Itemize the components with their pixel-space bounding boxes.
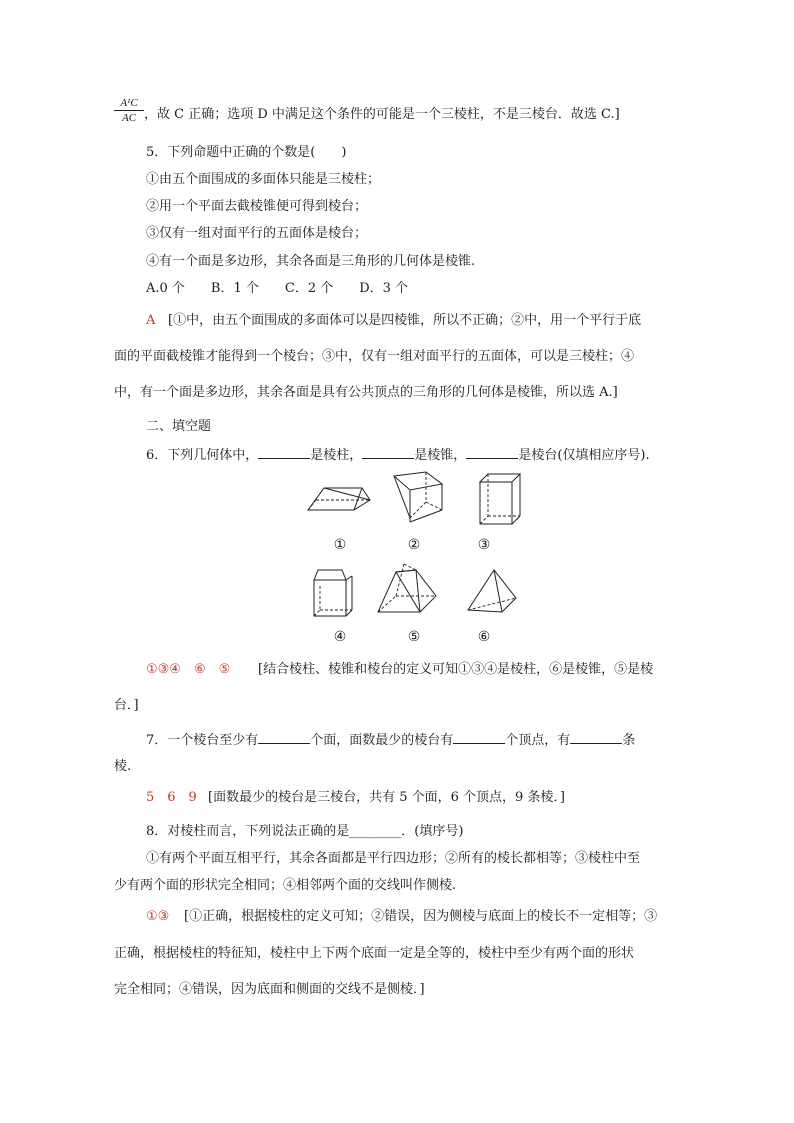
q6-answer: ①③④ ⑥ ⑤ bbox=[146, 662, 231, 677]
q5-item-3: ③仅有一组对面平行的五面体是棱台； bbox=[146, 226, 368, 241]
figure-label-3: ③ bbox=[477, 537, 491, 553]
solid-figure-2 bbox=[390, 470, 450, 530]
q8-items-1: ①有两个平面互相平行，其余各面都是平行四边形；②所有的棱长都相等；③棱柱中至 bbox=[146, 851, 641, 866]
q6-text-3: 是棱锥， bbox=[414, 448, 467, 463]
q5-answer: A bbox=[146, 313, 156, 328]
q8-items-2: 少有两个面的形状完全相同；④相邻两个面的交线叫作侧棱. bbox=[114, 878, 457, 893]
q7-explain: [面数最少的棱台是三棱台，共有 5 个面，6 个顶点，9 条棱．] bbox=[208, 790, 565, 805]
q5-item-2: ②用一个平面去截棱锥便可得到棱台； bbox=[146, 199, 368, 214]
figure-label-4: ④ bbox=[333, 629, 347, 645]
answer-blank bbox=[362, 446, 414, 459]
solid-figure-6 bbox=[466, 568, 520, 616]
q5-explain-1: [①中，由五个面围成的多面体可以是四棱锥，所以不正确；②中，用一个平行于底 bbox=[168, 313, 642, 328]
q5-item-4: ④有一个面是多边形，其余各面是三角形的几何体是棱锥. bbox=[146, 254, 476, 269]
q7-text-3: 个顶点，有 bbox=[505, 733, 571, 748]
q7-stem bbox=[146, 731, 635, 750]
q8-explain-2: 正确，根据棱柱的特征知，棱柱中上下两个底面一定是全等的，棱柱中至少有两个面的形状 bbox=[114, 946, 635, 961]
q6-explain-2: 台．] bbox=[114, 698, 139, 713]
figure-label-2: ② bbox=[407, 537, 421, 553]
figure-label-6: ⑥ bbox=[477, 629, 491, 645]
fraction bbox=[114, 96, 144, 125]
q7-text-4: 条 bbox=[622, 733, 636, 748]
answer-blank bbox=[258, 731, 310, 744]
fraction-denominator: AC bbox=[121, 112, 137, 124]
figure-label-5: ⑤ bbox=[407, 629, 421, 645]
q5-options: A.0 个 B．1 个 C．2 个 D．3 个 bbox=[146, 281, 409, 296]
q8-explain-3: 完全相同；④错误，因为底面和侧面的交线不是侧棱．] bbox=[114, 982, 425, 997]
q5-item-1: ①由五个面围成的多面体只能是三棱柱； bbox=[146, 172, 381, 187]
solid-figure-5 bbox=[376, 562, 440, 616]
q5-explain-2: 面的平面截棱锥才能得到一个棱台；③中，仅有一组对面平行的五面体，可以是三棱柱；④ bbox=[114, 349, 635, 364]
q7-text-2: 个面，面数最少的棱台有 bbox=[310, 733, 454, 748]
solid-figure-3 bbox=[476, 472, 526, 528]
answer-blank bbox=[258, 446, 310, 459]
q5-explain-3: 中，有一个面是多边形，其余各面是具有公共顶点的三角形的几何体是棱锥，所以选 A.] bbox=[114, 385, 618, 400]
fraction-numerator: A¹C bbox=[114, 96, 144, 111]
solid-figure-4 bbox=[308, 568, 358, 620]
answer-blank bbox=[570, 731, 622, 744]
top-continuation-text: ，故 C 正确；选项 D 中满足这个条件的可能是一个三棱柱，不是三棱台．故选 C.] bbox=[144, 107, 620, 122]
q8-stem: 8．对棱柱而言，下列说法正确的是________．(填序号) bbox=[146, 824, 464, 839]
q6-text-4: 是棱台(仅填相应序号). bbox=[518, 448, 650, 463]
q7-text-1: 7．一个棱台至少有 bbox=[146, 733, 259, 748]
q8-explain-1: [①正确，根据棱柱的定义可知；②错误，因为侧棱与底面上的棱长不一定相等；③ bbox=[184, 909, 658, 924]
q6-text-1: 6．下列几何体中， bbox=[146, 448, 259, 463]
q6-text-2: 是棱柱， bbox=[310, 448, 363, 463]
section-heading: 二、填空题 bbox=[146, 419, 212, 434]
q5-stem: 5．下列命题中正确的个数是( ) bbox=[146, 145, 347, 160]
solid-figure-1 bbox=[304, 480, 374, 520]
q6-explain-1: [结合棱柱、棱锥和棱台的定义可知①③④是棱柱，⑥是棱锥，⑤是棱 bbox=[258, 662, 654, 677]
answer-blank bbox=[466, 446, 518, 459]
answer-blank bbox=[453, 731, 505, 744]
q8-answer: ①③ bbox=[146, 909, 170, 924]
q6-stem bbox=[146, 446, 650, 465]
figure-label-1: ① bbox=[333, 537, 347, 553]
q7-answer: 5 6 9 bbox=[146, 790, 197, 805]
q7-text-5: 棱. bbox=[114, 759, 132, 774]
